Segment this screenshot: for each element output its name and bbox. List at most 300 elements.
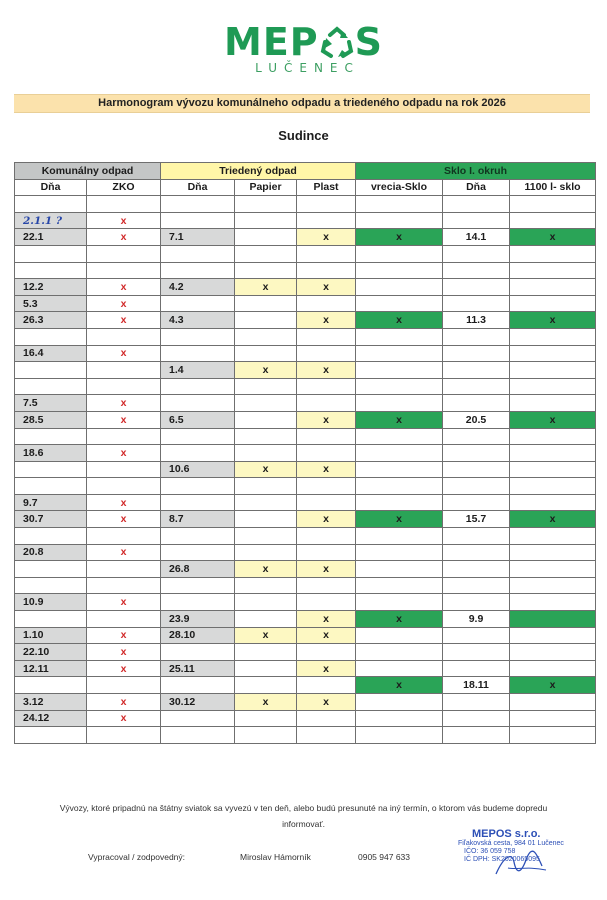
table-cell (15, 611, 87, 628)
table-cell: 18.11 (443, 677, 510, 694)
table-cell (235, 378, 297, 395)
table-cell (235, 411, 297, 428)
mepos-logo (0, 22, 607, 75)
location-title: Sudince (278, 128, 329, 143)
table-cell (297, 594, 356, 611)
table-cell (235, 677, 297, 694)
table-cell (87, 561, 161, 578)
table-cell: x (510, 312, 596, 329)
table-cell (297, 245, 356, 262)
table-cell (297, 727, 356, 744)
table-cell (297, 528, 356, 545)
column-header: 1100 l- sklo (510, 179, 596, 196)
table-cell: x (297, 511, 356, 528)
table-cell (235, 345, 297, 362)
table-cell (235, 544, 297, 561)
table-cell (235, 577, 297, 594)
table-cell (15, 461, 87, 478)
table-cell (356, 478, 443, 495)
table-cell (297, 677, 356, 694)
table-cell (356, 295, 443, 312)
table-cell: x (235, 362, 297, 379)
group-header-row (15, 163, 596, 180)
table-cell (510, 494, 596, 511)
table-cell (161, 445, 235, 462)
table-row (15, 478, 596, 495)
table-row (15, 660, 596, 677)
table-cell (15, 727, 87, 744)
table-cell: 25.11 (161, 660, 235, 677)
table-row (15, 577, 596, 594)
table-cell (443, 627, 510, 644)
table-cell (356, 544, 443, 561)
holiday-note: Vývozy, ktoré pripadnú na štátny sviatok sa vyvezú v ten deň, alebo budú presunuté na iný termín, o ktorom vás budeme dopredu informovať. (59, 803, 548, 829)
table-cell: 12.2 (15, 279, 87, 296)
table-cell (443, 478, 510, 495)
table-cell (443, 428, 510, 445)
table-cell (235, 727, 297, 744)
table-cell (510, 710, 596, 727)
column-header: Papier (235, 179, 297, 196)
table-cell (443, 395, 510, 412)
table-cell (510, 428, 596, 445)
table-cell (356, 262, 443, 279)
table-row (15, 428, 596, 445)
table-cell: x (235, 627, 297, 644)
table-cell (15, 196, 87, 213)
table-row (15, 312, 596, 329)
table-cell (161, 494, 235, 511)
table-cell: 9.9 (443, 611, 510, 628)
table-row (15, 561, 596, 578)
table-cell (510, 611, 596, 628)
table-cell (443, 660, 510, 677)
table-cell (443, 362, 510, 379)
group-header-komunalny: Komunálny odpad (15, 163, 161, 180)
table-cell (87, 262, 161, 279)
table-cell (510, 561, 596, 578)
table-cell (510, 644, 596, 661)
table-cell (161, 644, 235, 661)
table-cell: x (356, 611, 443, 628)
table-cell (235, 478, 297, 495)
table-cell: x (87, 544, 161, 561)
table-row (15, 710, 596, 727)
table-cell (87, 478, 161, 495)
table-cell: 9.7 (15, 494, 87, 511)
table-cell: 15.7 (443, 511, 510, 528)
table-cell (297, 478, 356, 495)
table-cell: x (87, 229, 161, 246)
table-cell (161, 577, 235, 594)
table-cell: x (356, 511, 443, 528)
table-cell: x (297, 362, 356, 379)
table-cell (356, 378, 443, 395)
table-cell: x (87, 660, 161, 677)
table-cell (161, 262, 235, 279)
stamp-dic: IČ DPH: SK2020065095 (464, 856, 540, 863)
table-cell (235, 710, 297, 727)
stamp-address: Fiľakovská cesta, 984 01 Lučenec (458, 840, 564, 847)
table-row (15, 594, 596, 611)
table-cell: x (510, 229, 596, 246)
table-cell (87, 428, 161, 445)
table-cell (235, 312, 297, 329)
table-cell (87, 362, 161, 379)
table-cell: 26.3 (15, 312, 87, 329)
table-cell: x (235, 461, 297, 478)
table-row (15, 295, 596, 312)
table-cell (510, 328, 596, 345)
table-cell (235, 428, 297, 445)
table-row (15, 494, 596, 511)
column-header: Dňa (443, 179, 510, 196)
table-cell: x (356, 677, 443, 694)
table-cell (161, 395, 235, 412)
logo-text-part2: S (354, 20, 383, 64)
table-cell: x (297, 660, 356, 677)
table-cell: x (297, 312, 356, 329)
table-cell (15, 378, 87, 395)
table-cell (510, 445, 596, 462)
table-cell: x (87, 594, 161, 611)
table-cell (510, 262, 596, 279)
table-cell (510, 660, 596, 677)
table-cell (87, 577, 161, 594)
table-cell (356, 445, 443, 462)
table-cell: 20.8 (15, 544, 87, 561)
table-cell (15, 362, 87, 379)
table-cell: 16.4 (15, 345, 87, 362)
table-cell (356, 461, 443, 478)
table-cell (510, 279, 596, 296)
table-cell (510, 245, 596, 262)
table-cell: 10.9 (15, 594, 87, 611)
table-cell (161, 478, 235, 495)
table-cell (443, 295, 510, 312)
table-cell: 28.10 (161, 627, 235, 644)
table-cell: x (87, 710, 161, 727)
table-cell: 24.12 (15, 710, 87, 727)
column-header: Dňa (15, 179, 87, 196)
stamp-title: MEPOS s.r.o. (472, 828, 541, 840)
table-cell (15, 478, 87, 495)
table-cell (297, 212, 356, 229)
table-cell (443, 528, 510, 545)
table-cell (356, 279, 443, 296)
table-cell: x (297, 411, 356, 428)
table-cell (15, 528, 87, 545)
table-cell: x (87, 627, 161, 644)
table-cell: 3.12 (15, 694, 87, 711)
table-cell (443, 494, 510, 511)
table-cell (510, 577, 596, 594)
table-cell (161, 710, 235, 727)
table-cell: x (235, 561, 297, 578)
table-cell: 14.1 (443, 229, 510, 246)
table-cell (297, 710, 356, 727)
table-cell (235, 212, 297, 229)
table-cell (235, 494, 297, 511)
table-cell (443, 461, 510, 478)
table-cell (235, 196, 297, 213)
table-cell (443, 727, 510, 744)
table-cell (297, 328, 356, 345)
table-cell (510, 727, 596, 744)
table-cell: x (297, 561, 356, 578)
table-cell (235, 644, 297, 661)
table-cell (356, 345, 443, 362)
table-cell: 26.8 (161, 561, 235, 578)
table-cell (356, 577, 443, 594)
table-row (15, 345, 596, 362)
table-cell: 2.1.1 ? (15, 212, 87, 229)
table-cell: x (87, 494, 161, 511)
table-row (15, 262, 596, 279)
table-cell: x (297, 229, 356, 246)
table-cell: x (297, 279, 356, 296)
table-cell (510, 544, 596, 561)
table-cell (297, 378, 356, 395)
table-row (15, 229, 596, 246)
table-cell (297, 196, 356, 213)
table-cell (356, 212, 443, 229)
table-cell (161, 727, 235, 744)
table-cell: x (87, 445, 161, 462)
table-cell (443, 644, 510, 661)
table-cell: x (87, 312, 161, 329)
table-cell (356, 494, 443, 511)
table-cell: 5.3 (15, 295, 87, 312)
table-cell (297, 577, 356, 594)
column-header-row (15, 179, 596, 196)
table-cell (15, 561, 87, 578)
table-row (15, 196, 596, 213)
table-cell: 22.1 (15, 229, 87, 246)
table-cell (297, 494, 356, 511)
table-cell (161, 196, 235, 213)
table-cell (443, 594, 510, 611)
table-cell (235, 511, 297, 528)
table-cell: 6.5 (161, 411, 235, 428)
table-cell (443, 710, 510, 727)
table-cell (161, 212, 235, 229)
table-cell: 20.5 (443, 411, 510, 428)
table-cell (297, 295, 356, 312)
table-cell (297, 428, 356, 445)
table-cell: 7.5 (15, 395, 87, 412)
table-cell (235, 660, 297, 677)
table-row (15, 528, 596, 545)
table-cell: x (356, 312, 443, 329)
table-row (15, 328, 596, 345)
table-cell: x (87, 395, 161, 412)
signature-icon (490, 848, 550, 878)
table-cell (443, 445, 510, 462)
table-row (15, 362, 596, 379)
table-cell: 23.9 (161, 611, 235, 628)
table-cell (356, 710, 443, 727)
table-cell (235, 295, 297, 312)
table-cell (443, 245, 510, 262)
contact-phone: 0905 947 633 (358, 852, 410, 862)
table-cell (15, 428, 87, 445)
table-cell (443, 378, 510, 395)
column-header: Dňa (161, 179, 235, 196)
table-cell: 4.3 (161, 312, 235, 329)
table-cell (443, 279, 510, 296)
table-cell: x (87, 411, 161, 428)
table-cell: x (297, 611, 356, 628)
group-header-triedeny: Triedený odpad (161, 163, 356, 180)
table-cell (235, 395, 297, 412)
table-row (15, 378, 596, 395)
table-cell (87, 328, 161, 345)
table-cell: 28.5 (15, 411, 87, 428)
table-cell (510, 461, 596, 478)
group-header-sklo: Sklo I. okruh (356, 163, 596, 180)
table-cell (356, 328, 443, 345)
table-cell: 1.10 (15, 627, 87, 644)
table-cell (356, 362, 443, 379)
table-cell: x (87, 644, 161, 661)
table-cell (510, 395, 596, 412)
stamp-ico: IČO: 36 059 758 (464, 848, 516, 855)
table-cell (356, 660, 443, 677)
table-cell (161, 528, 235, 545)
table-cell: x (510, 511, 596, 528)
table-cell: x (87, 345, 161, 362)
table-cell (443, 544, 510, 561)
table-cell: x (510, 411, 596, 428)
table-cell: x (297, 461, 356, 478)
table-cell (356, 528, 443, 545)
table-row (15, 395, 596, 412)
table-cell (87, 611, 161, 628)
table-cell: x (356, 411, 443, 428)
table-cell (87, 245, 161, 262)
table-cell (235, 229, 297, 246)
table-cell (297, 395, 356, 412)
schedule-table (14, 162, 596, 744)
table-cell (87, 677, 161, 694)
table-cell (443, 328, 510, 345)
table-cell (356, 627, 443, 644)
table-cell: 7.1 (161, 229, 235, 246)
table-row (15, 611, 596, 628)
table-cell: x (87, 212, 161, 229)
table-cell: x (87, 511, 161, 528)
table-cell (356, 395, 443, 412)
table-cell (510, 362, 596, 379)
table-cell (510, 196, 596, 213)
table-cell (161, 594, 235, 611)
table-cell: 11.3 (443, 312, 510, 329)
table-row (15, 694, 596, 711)
table-cell (356, 727, 443, 744)
table-row (15, 727, 596, 744)
table-cell (356, 428, 443, 445)
table-cell (161, 245, 235, 262)
table-row (15, 245, 596, 262)
table-cell: 30.12 (161, 694, 235, 711)
table-cell (297, 544, 356, 561)
table-cell (235, 262, 297, 279)
logo-subtitle: LUČENEC (255, 61, 360, 75)
company-stamp (458, 828, 598, 888)
table-row (15, 511, 596, 528)
table-cell: x (87, 295, 161, 312)
table-row (15, 445, 596, 462)
table-cell: 10.6 (161, 461, 235, 478)
table-cell (510, 528, 596, 545)
table-cell (510, 594, 596, 611)
table-cell (443, 212, 510, 229)
schedule-banner: Harmonogram vývozu komunálneho odpadu a triedeného odpadu na rok 2026 (14, 94, 590, 113)
table-cell: 8.7 (161, 511, 235, 528)
prepared-by-label: Vypracoval / zodpovedný: (88, 852, 186, 862)
table-row (15, 677, 596, 694)
table-cell: x (356, 229, 443, 246)
table-cell (235, 245, 297, 262)
table-row (15, 461, 596, 478)
table-cell (235, 594, 297, 611)
table-cell (87, 196, 161, 213)
table-row (15, 644, 596, 661)
table-cell (510, 212, 596, 229)
table-cell (87, 461, 161, 478)
table-cell (15, 677, 87, 694)
table-cell (161, 428, 235, 445)
table-cell (510, 295, 596, 312)
table-cell (87, 727, 161, 744)
table-cell: x (235, 279, 297, 296)
table-cell (443, 345, 510, 362)
table-cell (356, 561, 443, 578)
table-cell (510, 378, 596, 395)
table-cell (356, 694, 443, 711)
table-row (15, 411, 596, 428)
table-cell: x (297, 694, 356, 711)
column-header: vrecia-Sklo (356, 179, 443, 196)
table-cell (443, 561, 510, 578)
table-cell (297, 445, 356, 462)
table-cell (443, 262, 510, 279)
logo-text-part1: MEP (224, 20, 319, 64)
table-cell: 22.10 (15, 644, 87, 661)
logo-wordmark (224, 22, 383, 62)
table-cell (510, 627, 596, 644)
table-cell: 30.7 (15, 511, 87, 528)
table-cell: x (235, 694, 297, 711)
responsible-person: Miroslav Hámorník (240, 852, 311, 862)
column-header: ZKO (87, 179, 161, 196)
table-cell: 1.4 (161, 362, 235, 379)
table-cell: x (87, 694, 161, 711)
table-cell (443, 196, 510, 213)
table-cell (443, 577, 510, 594)
table-cell (356, 245, 443, 262)
table-cell: x (87, 279, 161, 296)
table-cell (15, 328, 87, 345)
recycle-icon (320, 26, 354, 60)
table-cell: x (510, 677, 596, 694)
table-cell (15, 577, 87, 594)
table-cell (87, 378, 161, 395)
table-cell (510, 345, 596, 362)
table-cell (235, 528, 297, 545)
table-cell (87, 528, 161, 545)
